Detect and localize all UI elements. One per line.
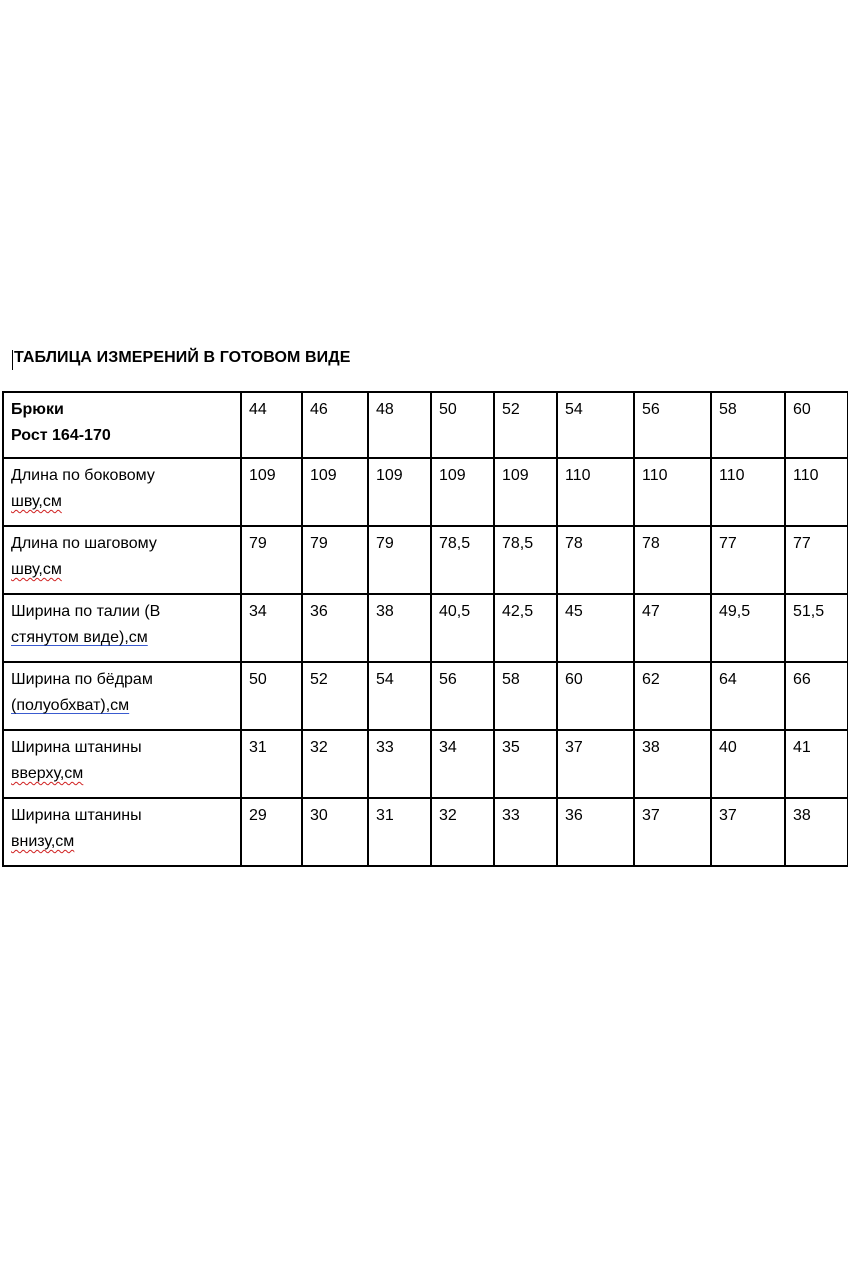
table-cell: 32 [302, 730, 368, 798]
table-row [3, 730, 848, 798]
row-label [3, 662, 241, 730]
table-cell: 36 [302, 594, 368, 662]
grammar-marked-text: (полуобхват),см [11, 697, 130, 714]
table-row [3, 594, 848, 662]
table-cell: 33 [368, 730, 431, 798]
row-label [3, 730, 241, 798]
height-range: Рост 164-170 [11, 427, 111, 444]
size-header: 56 [634, 392, 711, 458]
table-cell: 45 [557, 594, 634, 662]
size-header: 60 [785, 392, 848, 458]
table-cell: 77 [711, 526, 785, 594]
table-cell: 37 [711, 798, 785, 866]
size-header: 58 [711, 392, 785, 458]
table-row [3, 458, 848, 526]
table-cell: 66 [785, 662, 848, 730]
table-row [3, 798, 848, 866]
table-cell: 78,5 [494, 526, 557, 594]
table-cell: 79 [368, 526, 431, 594]
row-label-line [11, 489, 234, 515]
spell-marked-text: шву,см [11, 561, 62, 578]
table-cell: 110 [785, 458, 848, 526]
grammar-marked-text: стянутом виде),см [11, 629, 148, 646]
size-header: 52 [494, 392, 557, 458]
table-cell: 109 [431, 458, 494, 526]
size-header: 48 [368, 392, 431, 458]
table-cell: 47 [634, 594, 711, 662]
size-header: 54 [557, 392, 634, 458]
table-cell: 51,5 [785, 594, 848, 662]
table-cell: 109 [302, 458, 368, 526]
row-label-line: Ширина по бёдрам [11, 671, 153, 688]
table-cell: 38 [785, 798, 848, 866]
table-cell: 79 [241, 526, 302, 594]
table-cell: 34 [431, 730, 494, 798]
table-cell: 37 [557, 730, 634, 798]
table-cell: 30 [302, 798, 368, 866]
table-cell: 110 [711, 458, 785, 526]
table-cell: 38 [634, 730, 711, 798]
row-label-line: Ширина по талии (В [11, 603, 161, 620]
spell-marked-text: шву,см [11, 493, 62, 510]
table-cell: 31 [241, 730, 302, 798]
row-label [3, 458, 241, 526]
table-cell: 60 [557, 662, 634, 730]
table-cell: 34 [241, 594, 302, 662]
table-cell: 29 [241, 798, 302, 866]
table-cell: 79 [302, 526, 368, 594]
row-label-line: Длина по боковому [11, 467, 155, 484]
row-label-line: Длина по шаговому [11, 535, 157, 552]
table-cell: 109 [241, 458, 302, 526]
table-cell: 58 [494, 662, 557, 730]
row-label [3, 526, 241, 594]
table-cell: 64 [711, 662, 785, 730]
table-header-row [3, 392, 848, 458]
text-cursor [12, 350, 13, 370]
row-label-line: Ширина штанины [11, 807, 142, 824]
size-header: 46 [302, 392, 368, 458]
row-label-line [11, 557, 234, 583]
table-cell: 78 [634, 526, 711, 594]
table-cell: 33 [494, 798, 557, 866]
table-cell: 109 [494, 458, 557, 526]
table-cell: 36 [557, 798, 634, 866]
table-row [3, 662, 848, 730]
table-cell: 62 [634, 662, 711, 730]
spell-marked-text: внизу,см [11, 833, 75, 850]
table-cell: 52 [302, 662, 368, 730]
table-cell: 54 [368, 662, 431, 730]
table-cell: 78 [557, 526, 634, 594]
spell-marked-text: вверху,см [11, 765, 84, 782]
table-cell: 31 [368, 798, 431, 866]
row-label-line [11, 693, 234, 719]
document-title: ТАБЛИЦА ИЗМЕРЕНИЙ В ГОТОВОМ ВИДЕ [14, 349, 351, 366]
row-label-line [11, 761, 234, 787]
table-cell: 35 [494, 730, 557, 798]
table-cell: 32 [431, 798, 494, 866]
header-label-cell [3, 392, 241, 458]
table-row [3, 526, 848, 594]
table-cell: 109 [368, 458, 431, 526]
size-header: 50 [431, 392, 494, 458]
size-header: 44 [241, 392, 302, 458]
product-name: Брюки [11, 401, 64, 418]
measurement-table [2, 391, 848, 867]
table-cell: 37 [634, 798, 711, 866]
table-cell: 42,5 [494, 594, 557, 662]
row-label-line [11, 829, 234, 855]
table-cell: 78,5 [431, 526, 494, 594]
table-cell: 40 [711, 730, 785, 798]
table-cell: 38 [368, 594, 431, 662]
row-label-line: Ширина штанины [11, 739, 142, 756]
row-label [3, 798, 241, 866]
table-cell: 49,5 [711, 594, 785, 662]
table-cell: 41 [785, 730, 848, 798]
table-cell: 50 [241, 662, 302, 730]
table-cell: 110 [634, 458, 711, 526]
table-cell: 40,5 [431, 594, 494, 662]
row-label-line [11, 625, 234, 651]
table-cell: 56 [431, 662, 494, 730]
table-cell: 77 [785, 526, 848, 594]
row-label [3, 594, 241, 662]
table-cell: 110 [557, 458, 634, 526]
